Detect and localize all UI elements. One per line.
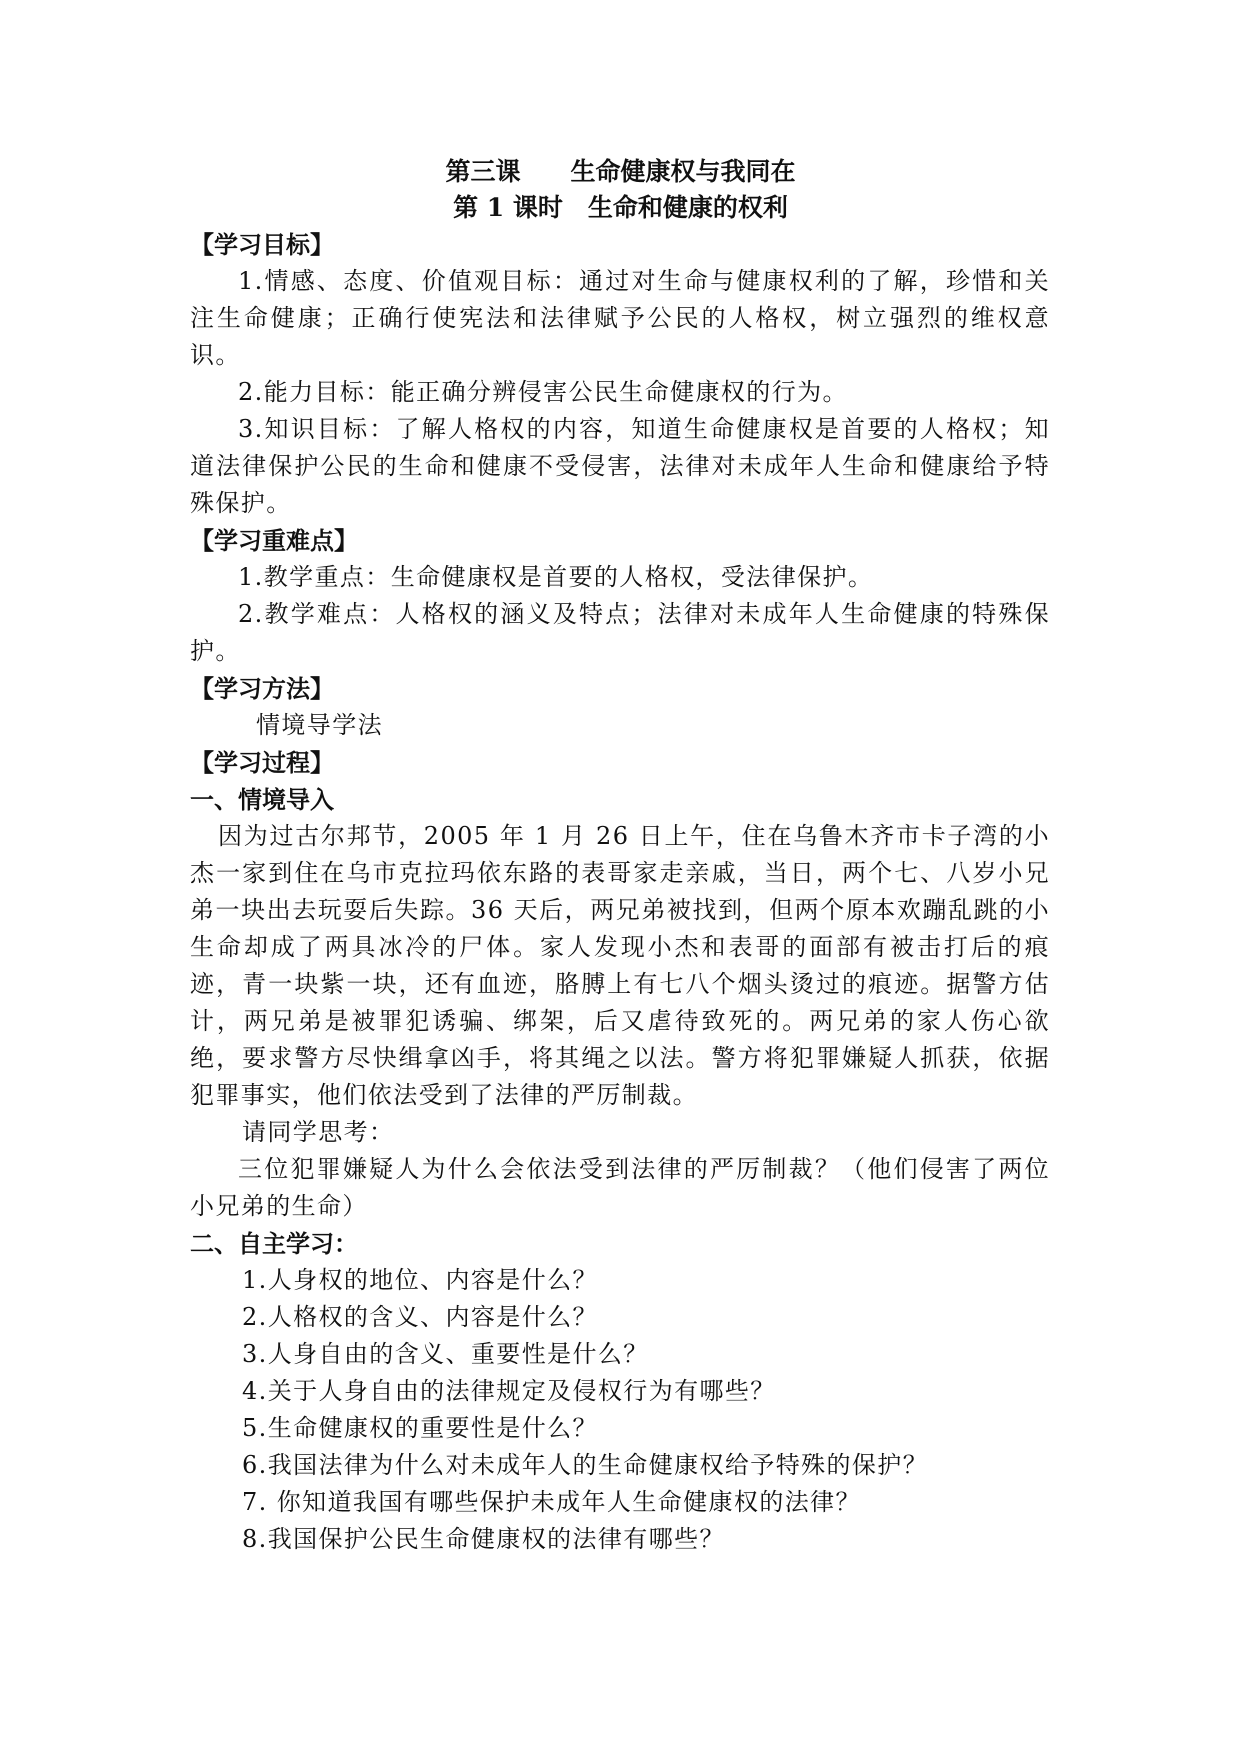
key-point-item: 2.教学难点：人格权的涵义及特点；法律对未成年人生命健康的特殊保护。: [190, 600, 1050, 665]
scenario-story: 因为过古尔邦节，2005 年 1 月 26 日上午，住在乌鲁木齐市卡子湾的小杰一家到住在乌市克拉玛依东路的表哥家走亲戚，当日，两个七、八岁小兄弟一块出去玩耍后失踪。36 天后，两兄弟被找到，但两个原本欢蹦乱跳的小生命却成了两具冰冷的尸体。家人发现小杰和表哥的面部有被击打后的痕迹，青一块紫一块，还有血迹，胳膊上有七八个烟头烫过的痕迹。据警方估计，两兄弟是被罪犯诱骗、绑架，后又虐待致死的。两兄弟的家人伤心欲绝，要求警方尽快缉拿凶手，将其绳之以法。警方将犯罪嫌疑人抓获，依据犯罪事实，他们依法受到了法律的严厉制裁。: [190, 822, 1050, 1109]
section-2-heading: 二、自主学习：: [190, 1229, 358, 1258]
study-question: 7. 你知道我国有哪些保护未成年人生命健康权的法律？: [242, 1488, 861, 1516]
period-title: 第 1 课时 生命和健康的权利: [453, 193, 788, 222]
methods-text: 情境导学法: [256, 711, 383, 739]
study-question: 3.人身自由的含义、重要性是什么？: [242, 1340, 649, 1368]
study-question: 6.我国法律为什么对未成年人的生命健康权给予特殊的保护？: [242, 1451, 929, 1479]
think-question: 三位犯罪嫌疑人为什么会依法受到法律的严厉制裁？（他们侵害了两位小兄弟的生命）: [190, 1155, 1050, 1220]
objective-item: 1.情感、态度、价值观目标：通过对生命与健康权利的了解，珍惜和关注生命健康；正确行使宪法和法律赋予公民的人格权，树立强烈的维权意识。: [190, 267, 1050, 369]
objective-item: 3.知识目标：了解人格权的内容，知道生命健康权是首要的人格权；知道法律保护公民的生命和健康不受侵害，法律对未成年人生命和健康给予特殊保护。: [190, 415, 1050, 517]
section-1-heading: 一、情境导入: [190, 785, 334, 814]
lesson-title: 第三课 生命健康权与我同在: [445, 157, 796, 186]
key-point-item: 1.教学重点：生命健康权是首要的人格权，受法律保护。: [238, 563, 874, 591]
key-points-heading: 【学习重难点】: [190, 526, 358, 555]
study-question: 4.关于人身自由的法律规定及侵权行为有哪些？: [242, 1377, 776, 1405]
study-question: 8.我国保护公民生命健康权的法律有哪些？: [242, 1525, 725, 1553]
study-question: 5.生命健康权的重要性是什么？: [242, 1414, 598, 1442]
objective-item: 2.能力目标：能正确分辨侵害公民生命健康权的行为。: [238, 378, 848, 406]
document-body: [190, 226, 1050, 1558]
think-prompt: 请同学思考：: [242, 1118, 395, 1146]
objectives-heading: 【学习目标】: [190, 230, 334, 259]
study-question: 1.人身权的地位、内容是什么？: [242, 1266, 598, 1294]
study-question: 2.人格权的含义、内容是什么？: [242, 1303, 598, 1331]
methods-heading: 【学习方法】: [190, 674, 334, 703]
process-heading: 【学习过程】: [190, 748, 334, 777]
